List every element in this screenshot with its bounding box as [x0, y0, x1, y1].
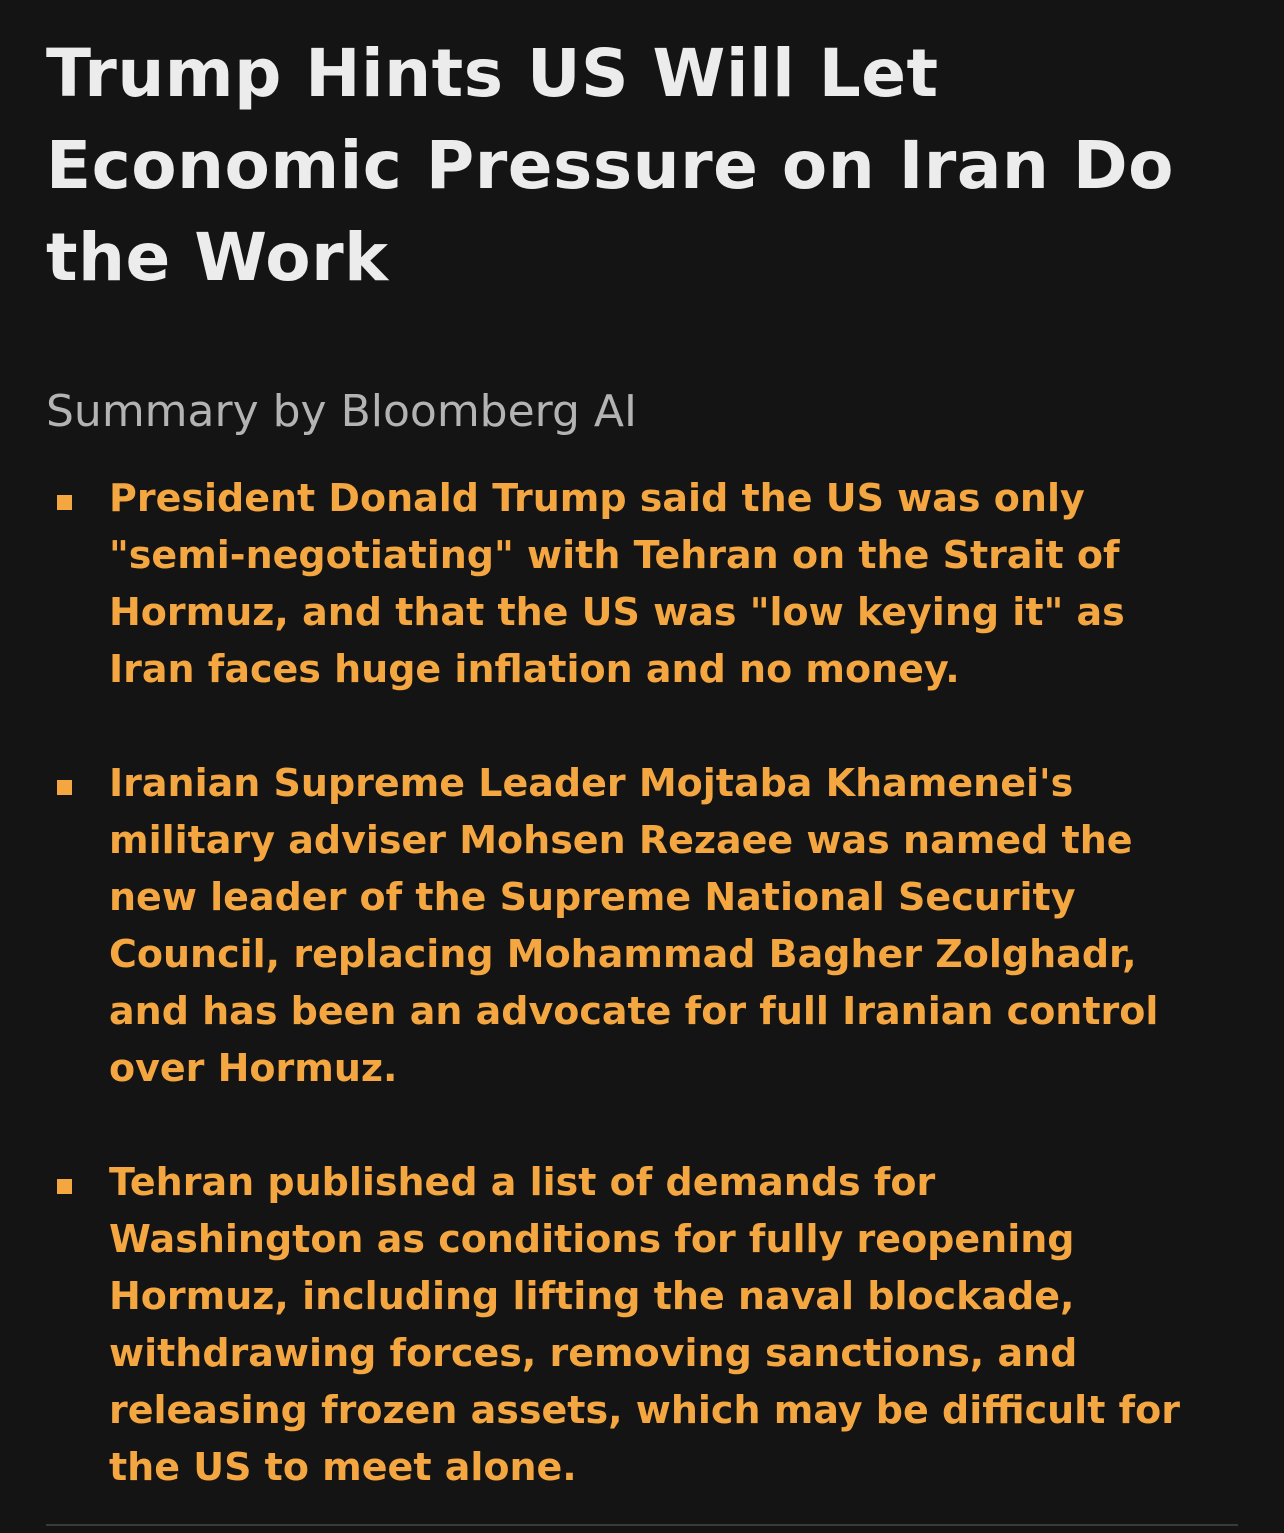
summary-bullet-item: [46, 470, 1199, 698]
article-summary: [46, 28, 1246, 1496]
summary-label: Summary by Bloomberg AI: [46, 386, 637, 437]
summary-bullet-item: [46, 1154, 1199, 1496]
summary-bullet-text: President Donald Trump said the US was only "semi-negotiating" with Tehran on the Strait of Hormuz, and that the US was "low keying it" as Iran faces huge inflation and no money.: [109, 476, 1125, 691]
square-bullet-icon: [57, 495, 72, 510]
summary-bullet-text: Tehran published a list of demands for Washington as conditions for fully reopening Hormuz, including lifting the naval blockade, withdrawing forces, removing sanctions, and releasing frozen assets, which may be difficult for the US to meet alone.: [109, 1160, 1180, 1489]
section-divider: [46, 1524, 1238, 1526]
article-headline: Trump Hints US Will Let Economic Pressure on Iran Do the Work: [46, 35, 1174, 296]
summary-bullet-item: [46, 755, 1199, 1097]
summary-bullet-list: [46, 470, 1246, 1496]
summary-bullet-text: Iranian Supreme Leader Mojtaba Khamenei's military adviser Mohsen Rezaee was named the new leader of the Supreme National Security Council, replacing Mohammad Bagher Zolghadr, and has been an advocate for full Iranian control over Hormuz.: [109, 761, 1159, 1090]
square-bullet-icon: [57, 1179, 72, 1194]
square-bullet-icon: [57, 780, 72, 795]
